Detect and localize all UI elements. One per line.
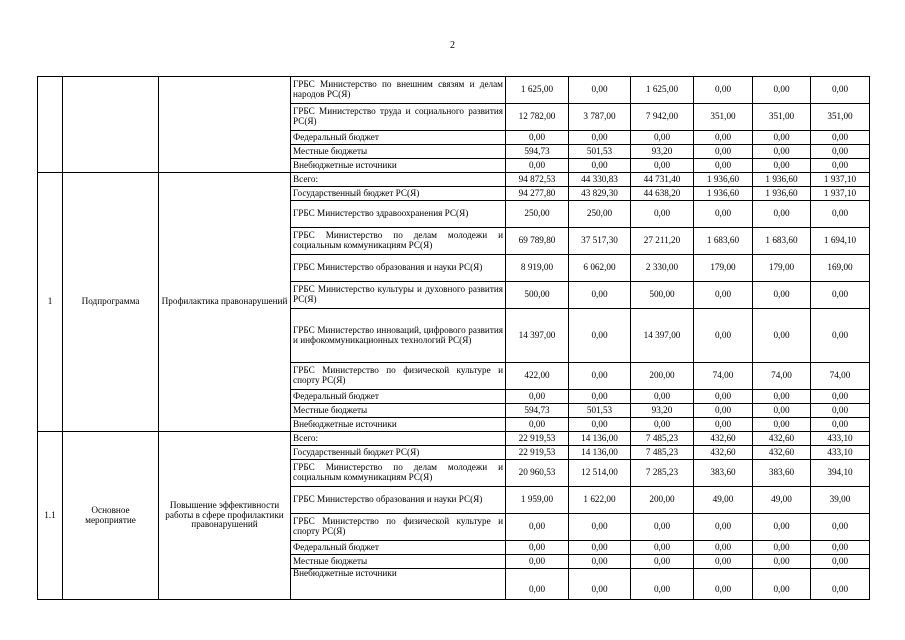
source-cell: Всего:	[291, 173, 506, 187]
value-cell: 0,00	[506, 418, 569, 432]
value-cell: 8 919,00	[506, 255, 569, 282]
source-cell: ГРБС Министерство по внешним связям и делам народов РС(Я)	[291, 77, 506, 104]
value-cell: 12 782,00	[506, 104, 569, 131]
value-cell: 433,10	[811, 446, 870, 460]
value-cell: 0,00	[506, 555, 569, 569]
value-cell: 1 683,60	[694, 228, 753, 255]
value-cell: 1 936,60	[694, 173, 753, 187]
value-cell: 394,10	[811, 460, 870, 487]
value-cell: 14 397,00	[506, 309, 569, 363]
value-cell: 0,00	[506, 131, 569, 145]
value-cell: 169,00	[811, 255, 870, 282]
value-cell: 0,00	[694, 131, 753, 145]
value-cell: 14 136,00	[569, 446, 631, 460]
value-cell: 0,00	[569, 363, 631, 390]
source-cell: Местные бюджеты	[291, 404, 506, 418]
value-cell: 0,00	[811, 77, 870, 104]
value-cell: 433,10	[811, 432, 870, 446]
value-cell: 432,60	[694, 446, 753, 460]
value-cell: 74,00	[811, 363, 870, 390]
source-cell: Местные бюджеты	[291, 555, 506, 569]
row-title-cell	[159, 77, 291, 173]
row-number-cell	[38, 77, 63, 173]
value-cell: 1 936,60	[753, 187, 811, 201]
value-cell: 0,00	[811, 514, 870, 541]
value-cell: 0,00	[753, 555, 811, 569]
table-row	[38, 432, 870, 446]
source-cell: ГРБС Министерство инноваций, цифрового развития и инфокоммуникационных технологий РС(Я)	[291, 309, 506, 363]
value-cell: 200,00	[631, 487, 694, 514]
value-cell: 0,00	[753, 569, 811, 600]
value-cell: 0,00	[753, 201, 811, 228]
value-cell: 93,20	[631, 145, 694, 159]
value-cell: 0,00	[569, 418, 631, 432]
row-title-cell: Профилактика правонарушений	[159, 173, 291, 432]
value-cell: 179,00	[753, 255, 811, 282]
value-cell: 500,00	[631, 282, 694, 309]
value-cell: 500,00	[506, 282, 569, 309]
source-cell: ГРБС Министерство по делам молодежи и социальным коммуникациям РС(Я)	[291, 460, 506, 487]
value-cell: 0,00	[569, 390, 631, 404]
value-cell: 14 136,00	[569, 432, 631, 446]
value-cell: 0,00	[811, 555, 870, 569]
value-cell: 0,00	[569, 77, 631, 104]
value-cell: 0,00	[569, 541, 631, 555]
source-cell: Внебюджетные источники	[291, 418, 506, 432]
value-cell: 7 942,00	[631, 104, 694, 131]
value-cell: 7 485,23	[631, 432, 694, 446]
value-cell: 1 625,00	[631, 77, 694, 104]
value-cell: 0,00	[694, 514, 753, 541]
value-cell: 0,00	[631, 569, 694, 600]
value-cell: 0,00	[694, 159, 753, 173]
value-cell: 0,00	[569, 131, 631, 145]
value-cell: 383,60	[753, 460, 811, 487]
source-cell: Местные бюджеты	[291, 145, 506, 159]
value-cell: 0,00	[631, 131, 694, 145]
value-cell: 179,00	[694, 255, 753, 282]
value-cell: 594,73	[506, 404, 569, 418]
value-cell: 27 211,20	[631, 228, 694, 255]
source-cell: Федеральный бюджет	[291, 131, 506, 145]
value-cell: 0,00	[811, 201, 870, 228]
row-number-cell: 1.1	[38, 432, 63, 600]
table-row	[38, 77, 870, 104]
source-cell: Государственный бюджет РС(Я)	[291, 446, 506, 460]
value-cell: 432,60	[694, 432, 753, 446]
value-cell: 0,00	[753, 145, 811, 159]
value-cell: 1 936,60	[694, 187, 753, 201]
value-cell: 351,00	[694, 104, 753, 131]
value-cell: 0,00	[753, 404, 811, 418]
value-cell: 1 683,60	[753, 228, 811, 255]
value-cell: 12 514,00	[569, 460, 631, 487]
value-cell: 200,00	[631, 363, 694, 390]
value-cell: 0,00	[753, 131, 811, 145]
value-cell: 93,20	[631, 404, 694, 418]
value-cell: 7 285,23	[631, 460, 694, 487]
value-cell: 0,00	[694, 569, 753, 600]
row-kind-cell: Основное мероприятие	[63, 432, 159, 600]
value-cell: 432,60	[753, 432, 811, 446]
value-cell: 39,00	[811, 487, 870, 514]
source-cell: ГРБС Министерство по физической культуре и спорту РС(Я)	[291, 363, 506, 390]
source-cell: ГРБС Министерство труда и социального развития РС(Я)	[291, 104, 506, 131]
source-cell: Внебюджетные источники	[291, 569, 506, 600]
value-cell: 0,00	[506, 569, 569, 600]
value-cell: 351,00	[753, 104, 811, 131]
value-cell: 0,00	[753, 541, 811, 555]
value-cell: 3 787,00	[569, 104, 631, 131]
value-cell: 44 731,40	[631, 173, 694, 187]
value-cell: 0,00	[811, 309, 870, 363]
value-cell: 422,00	[506, 363, 569, 390]
source-cell: Государственный бюджет РС(Я)	[291, 187, 506, 201]
value-cell: 74,00	[753, 363, 811, 390]
value-cell: 0,00	[631, 514, 694, 541]
value-cell: 0,00	[694, 201, 753, 228]
value-cell: 1 622,00	[569, 487, 631, 514]
value-cell: 0,00	[694, 77, 753, 104]
value-cell: 0,00	[753, 77, 811, 104]
value-cell: 43 829,30	[569, 187, 631, 201]
value-cell: 0,00	[631, 390, 694, 404]
value-cell: 0,00	[569, 514, 631, 541]
value-cell: 0,00	[811, 418, 870, 432]
row-title-cell: Повышение эффективности работы в сфере профилактики правонарушений	[159, 432, 291, 600]
value-cell: 0,00	[506, 541, 569, 555]
value-cell: 0,00	[569, 282, 631, 309]
value-cell: 0,00	[811, 145, 870, 159]
value-cell: 14 397,00	[631, 309, 694, 363]
value-cell: 0,00	[631, 159, 694, 173]
value-cell: 0,00	[506, 390, 569, 404]
value-cell: 0,00	[753, 514, 811, 541]
value-cell: 44 638,20	[631, 187, 694, 201]
value-cell: 0,00	[811, 282, 870, 309]
value-cell: 0,00	[694, 390, 753, 404]
source-cell: Федеральный бюджет	[291, 541, 506, 555]
page-number: 2	[450, 40, 455, 51]
value-cell: 94 277,80	[506, 187, 569, 201]
value-cell: 49,00	[753, 487, 811, 514]
value-cell: 6 062,00	[569, 255, 631, 282]
value-cell: 74,00	[694, 363, 753, 390]
value-cell: 501,53	[569, 145, 631, 159]
source-cell: ГРБС Министерство по физической культуре и спорту РС(Я)	[291, 514, 506, 541]
table-row	[38, 173, 870, 187]
source-cell: ГРБС Министерство образования и науки РС(Я)	[291, 255, 506, 282]
value-cell: 1 694,10	[811, 228, 870, 255]
value-cell: 1 937,10	[811, 173, 870, 187]
value-cell: 0,00	[753, 309, 811, 363]
value-cell: 0,00	[569, 309, 631, 363]
value-cell: 0,00	[506, 159, 569, 173]
value-cell: 0,00	[694, 418, 753, 432]
budget-table	[37, 76, 870, 600]
value-cell: 0,00	[811, 159, 870, 173]
value-cell: 0,00	[694, 145, 753, 159]
row-kind-cell	[63, 77, 159, 173]
value-cell: 0,00	[694, 404, 753, 418]
value-cell: 250,00	[506, 201, 569, 228]
value-cell: 1 959,00	[506, 487, 569, 514]
value-cell: 0,00	[569, 159, 631, 173]
source-cell: ГРБС Министерство образования и науки РС(Я)	[291, 487, 506, 514]
value-cell: 432,60	[753, 446, 811, 460]
value-cell: 0,00	[631, 418, 694, 432]
value-cell: 22 919,53	[506, 432, 569, 446]
value-cell: 7 485,23	[631, 446, 694, 460]
source-cell: ГРБС Министерство по делам молодежи и социальным коммуникациям РС(Я)	[291, 228, 506, 255]
source-cell: Всего:	[291, 432, 506, 446]
source-cell: ГРБС Министерство культуры и духовного развития РС(Я)	[291, 282, 506, 309]
value-cell: 94 872,53	[506, 173, 569, 187]
source-cell: ГРБС Министерство здравоохранения РС(Я)	[291, 201, 506, 228]
value-cell: 0,00	[811, 541, 870, 555]
value-cell: 0,00	[811, 404, 870, 418]
value-cell: 0,00	[694, 555, 753, 569]
value-cell: 0,00	[811, 390, 870, 404]
value-cell: 37 517,30	[569, 228, 631, 255]
value-cell: 0,00	[569, 555, 631, 569]
value-cell: 0,00	[631, 541, 694, 555]
source-cell: Внебюджетные источники	[291, 159, 506, 173]
value-cell: 22 919,53	[506, 446, 569, 460]
value-cell: 69 789,80	[506, 228, 569, 255]
value-cell: 49,00	[694, 487, 753, 514]
value-cell: 0,00	[753, 159, 811, 173]
value-cell: 44 330,83	[569, 173, 631, 187]
value-cell: 0,00	[694, 309, 753, 363]
value-cell: 0,00	[569, 569, 631, 600]
value-cell: 0,00	[631, 201, 694, 228]
value-cell: 0,00	[753, 390, 811, 404]
value-cell: 0,00	[631, 555, 694, 569]
value-cell: 0,00	[694, 282, 753, 309]
value-cell: 383,60	[694, 460, 753, 487]
row-number-cell: 1	[38, 173, 63, 432]
value-cell: 351,00	[811, 104, 870, 131]
value-cell: 0,00	[753, 282, 811, 309]
value-cell: 0,00	[811, 569, 870, 600]
value-cell: 0,00	[811, 131, 870, 145]
value-cell: 0,00	[753, 418, 811, 432]
source-cell: Федеральный бюджет	[291, 390, 506, 404]
value-cell: 1 936,60	[753, 173, 811, 187]
value-cell: 2 330,00	[631, 255, 694, 282]
value-cell: 594,73	[506, 145, 569, 159]
value-cell: 501,53	[569, 404, 631, 418]
value-cell: 1 937,10	[811, 187, 870, 201]
value-cell: 250,00	[569, 201, 631, 228]
value-cell: 0,00	[506, 514, 569, 541]
value-cell: 0,00	[694, 541, 753, 555]
value-cell: 20 960,53	[506, 460, 569, 487]
row-kind-cell: Подпрограмма	[63, 173, 159, 432]
value-cell: 1 625,00	[506, 77, 569, 104]
